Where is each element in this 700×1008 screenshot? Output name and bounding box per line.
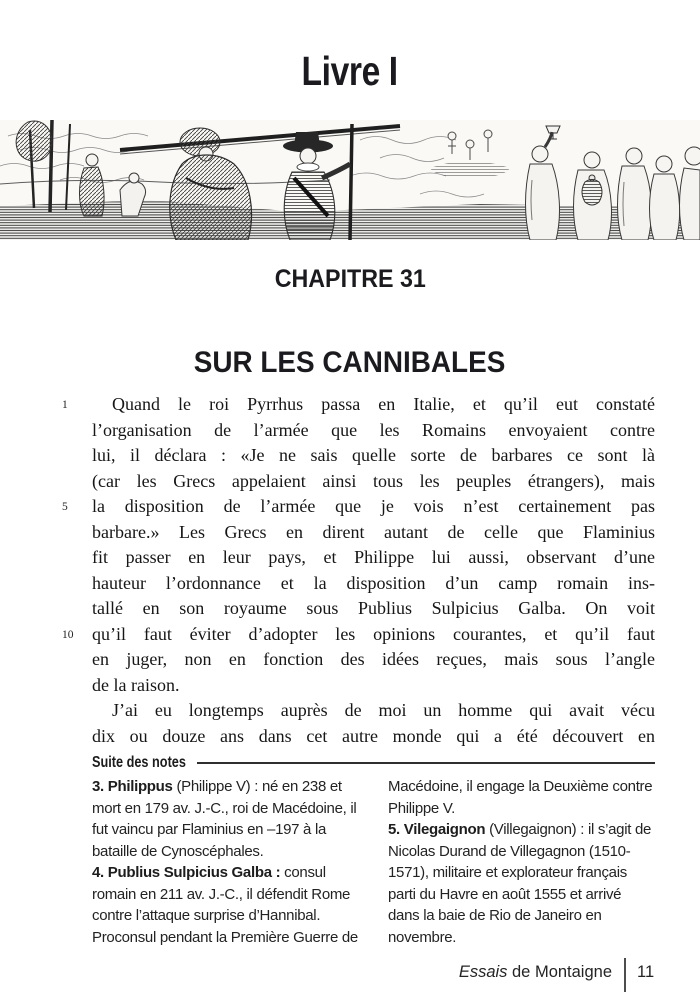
body-line-text: lui, il déclara : «Je ne sais quelle sorte de barbares ce sont là	[92, 445, 655, 465]
footnote	[92, 776, 358, 862]
body-line-text: J’ai eu longtemps auprès de moi un homme qui avait vécu	[112, 700, 655, 720]
body-line	[92, 571, 655, 597]
line-number: 5	[62, 501, 68, 513]
body-line	[62, 392, 655, 418]
page-number: 11	[637, 962, 655, 981]
footnote-text: Macédoine, il engage la Deuxième contre Philippe V.	[388, 778, 653, 817]
body-line-text: barbare.» Les Grecs en dirent autant de celle que Flaminius	[92, 521, 655, 542]
body-line-text: dix ou douze ans dans cet autre monde qui a été découvert en	[92, 725, 655, 746]
line-number: 1	[62, 399, 68, 411]
body-line	[62, 494, 655, 520]
notes-section	[92, 753, 655, 948]
body-line	[92, 673, 655, 699]
footnote	[388, 776, 654, 819]
body-line-text: fit passer en leur pays, et Philippe lui aussi, observant d’une	[92, 547, 655, 567]
footer-divider	[624, 958, 626, 992]
notes-column-right	[388, 776, 654, 948]
body-line	[92, 443, 655, 469]
body-line-text: Quand le roi Pyrrhus passa en Italie, et qu’il eut constaté	[112, 394, 655, 414]
body-line-text: en juger, non en fonction des idées reçues, mais sous l’angle	[92, 649, 655, 669]
body-line-text: hauteur l’ordonnance et la disposition d’un camp romain ins-	[92, 572, 655, 593]
body-line	[92, 418, 655, 444]
body-line-text: (car les Grecs appelaient ainsi tous les peuples étrangers), mais	[92, 470, 655, 491]
notes-header	[92, 753, 655, 773]
body-line	[92, 698, 655, 724]
woodcut-illustration	[0, 120, 700, 240]
body-line-text: l’organisation de l’armée que les Romains envoyaient contre	[92, 419, 655, 440]
body-line	[92, 647, 655, 673]
body-line	[92, 724, 655, 750]
body-line	[92, 596, 655, 622]
book-title-text: Livre I	[301, 48, 399, 94]
page-footer	[0, 952, 700, 992]
book-title	[0, 0, 700, 92]
footer-work-italic: Essais	[458, 962, 508, 981]
footnote-text: (Philippe V) : né en 238 et mort en 179 av. J.-C., roi de Macédoine, il fut vaincu par Flaminius en –197 à la bataille de Cynoscéphales.	[92, 778, 357, 860]
body-line	[92, 545, 655, 571]
footnote-text: consul romain en 211 av. J.-C., il défendit Rome contre l’attaque surprise d’Hannibal. Proconsul pendant la Première Guerre de	[92, 864, 358, 946]
footer-work-suffix: de Montaigne	[507, 962, 612, 981]
footer-work-title	[459, 963, 612, 982]
chapter-heading-text: CHAPITRE 31	[274, 265, 426, 293]
line-number: 10	[62, 628, 74, 641]
notes-header-rule	[197, 762, 655, 764]
body-line	[62, 622, 655, 648]
body-line-text: la disposition de l’armée que je vois n’est certainement pas	[92, 496, 655, 516]
footnote-text: (Villegaignon) : il s’agit de Nicolas Durand de Villegagnon (1510-1571), militaire et explorateur français parti du Havre en août 1555 et arrivé dans la baie de Rio de Janeiro en novembre.	[388, 821, 652, 946]
chapter-heading	[0, 266, 700, 292]
body-line-text: qu’il faut éviter d’adopter les opinions courantes, et qu’il faut	[92, 623, 655, 644]
footnote	[92, 862, 358, 948]
footnote-lead: 4. Publius Sulpicius Galba :	[92, 864, 281, 881]
notes-columns	[92, 776, 655, 948]
notes-column-left	[92, 776, 358, 948]
notes-header-label: Suite des notes	[92, 754, 186, 771]
body-line	[92, 520, 655, 546]
essay-title	[0, 346, 700, 379]
body-line-text: de la raison.	[92, 674, 180, 695]
body-line	[92, 469, 655, 495]
essay-title-text: SUR LES CANNIBALES	[194, 346, 506, 379]
footnote-lead: 3. Philippus	[92, 778, 173, 795]
body-line-text: tallé en son royaume sous Publius Sulpicius Galba. On voit	[92, 598, 655, 618]
footnote-lead: 5. Vilegaignon	[388, 821, 486, 838]
footnote	[388, 819, 654, 948]
woodcut-image	[0, 120, 700, 240]
essay-body	[62, 392, 655, 749]
